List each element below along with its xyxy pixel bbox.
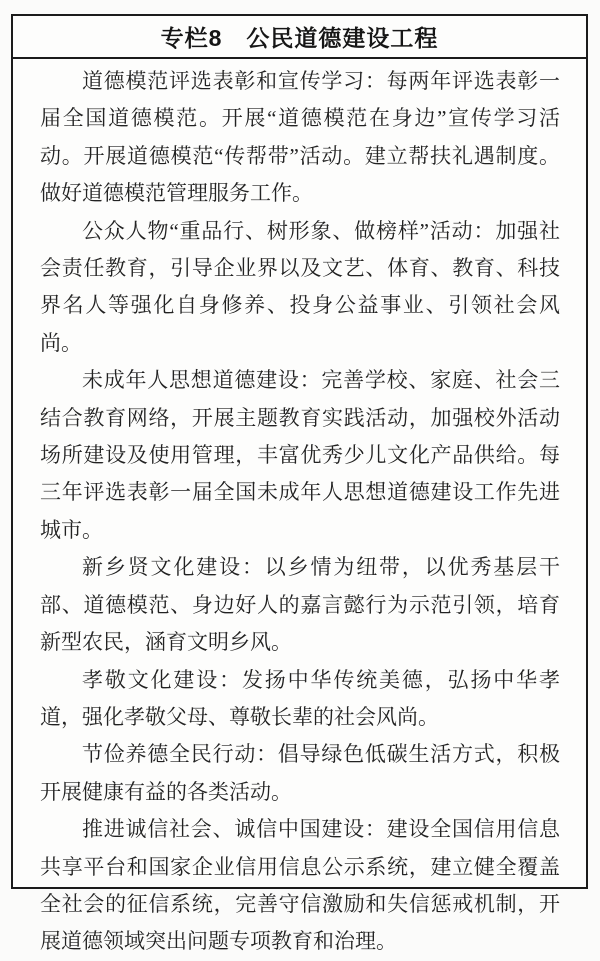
panel-paragraph: 公众人物“重品行、树形象、做榜样”活动：加强社会责任教育，引导企业界以及文艺、体育、教育、科技界名人等强化自身修养、投身公益事业、引领社会风尚。 bbox=[40, 218, 560, 355]
panel-paragraph: 孝敬文化建设：发扬中华传统美德，弘扬中华孝道，强化孝敬父母、尊敬长辈的社会风尚。 bbox=[40, 667, 560, 729]
column-box-body bbox=[13, 59, 586, 961]
column-box-title: 专栏8 公民道德建设工程 bbox=[13, 16, 586, 59]
panel-paragraph: 新乡贤文化建设：以乡情为纽带，以优秀基层干部、道德模范、身边好人的嘉言懿行为示范引领，培育新型农民，涵育文明乡风。 bbox=[40, 555, 560, 655]
panel-paragraph: 未成年人思想道德建设：完善学校、家庭、社会三结合教育网络，开展主题教育实践活动，加强校外活动场所建设及使用管理，丰富优秀少儿文化产品供给。每三年评选表彰一届全国未成年人思想道德建设工作先进城市。 bbox=[40, 368, 560, 542]
panel-paragraph: 道德模范评选表彰和宣传学习：每两年评选表彰一届全国道德模范。开展“道德模范在身边”宣传学习活动。开展道德模范“传帮带”活动。建立帮扶礼遇制度。做好道德模范管理服务工作。 bbox=[40, 69, 560, 206]
panel-paragraph: 推进诚信社会、诚信中国建设：建设全国信用信息共享平台和国家企业信用信息公示系统，建立健全覆盖全社会的征信系统，完善守信激励和失信惩戒机制，开展道德领域突出问题专项教育和治理。 bbox=[40, 817, 560, 954]
column-box bbox=[11, 14, 588, 954]
panel-paragraph: 节俭养德全民行动：倡导绿色低碳生活方式，积极开展健康有益的各类活动。 bbox=[40, 742, 560, 804]
